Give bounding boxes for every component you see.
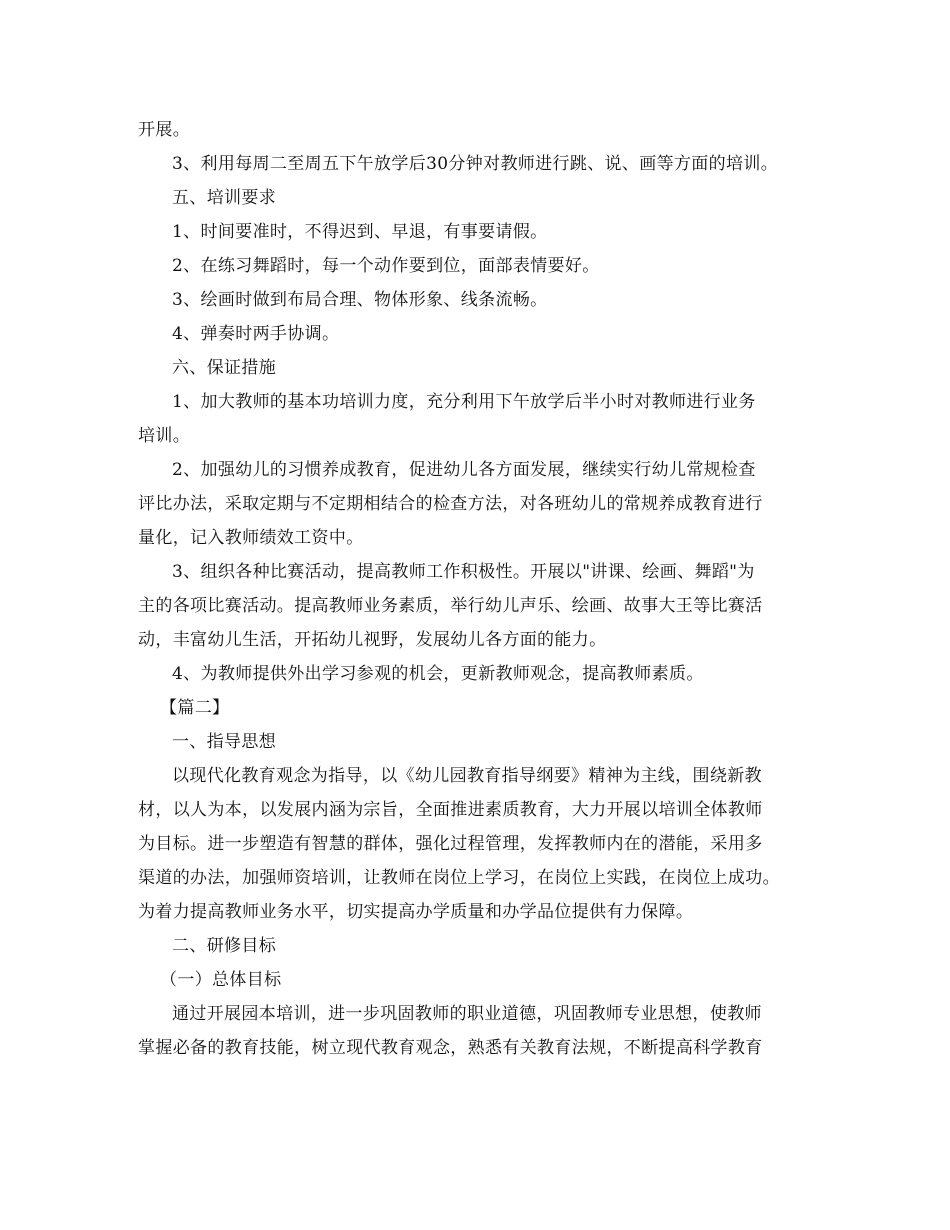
text-line: 通过开展园本培训，进一步巩固教师的职业道德，巩固教师专业思想，使教师 xyxy=(172,1004,762,1024)
text-line: 材，以人为本，以发展内涵为宗旨，全面推进素质教育，大力开展以培训全体教师 xyxy=(138,800,763,820)
text-line: 4、弹奏时两手协调。 xyxy=(172,324,340,344)
text-line: 3、组织各种比赛活动，提高教师工作积极性。开展以"讲课、绘画、舞蹈"为 xyxy=(172,562,755,582)
text-line: 量化，记入教师绩效工资中。 xyxy=(138,528,364,548)
text-line: 开展。 xyxy=(138,120,191,140)
text-line: 培训。 xyxy=(138,426,191,446)
text-line: 渠道的办法，加强师资培训，让教师在岗位上学习，在岗位上实践，在岗位上成功。 xyxy=(138,868,780,888)
text-line: 一、指导思想 xyxy=(172,732,277,752)
text-line: 3、绘画时做到布局合理、物体形象、线条流畅。 xyxy=(172,290,548,310)
text-line: 五、培训要求 xyxy=(172,188,277,208)
text-line: 六、保证措施 xyxy=(172,358,277,378)
text-line: 1、加大教师的基本功培训力度，充分利用下午放学后半小时对教师进行业务 xyxy=(172,392,756,412)
text-line: 为着力提高教师业务水平，切实提高办学质量和办学品位提供有力保障。 xyxy=(138,902,694,922)
text-line: 以现代化教育观念为指导，以《幼儿园教育指导纲要》精神为主线，围绕新教 xyxy=(172,766,762,786)
text-line: 二、研修目标 xyxy=(172,936,277,956)
text-line: 主的各项比赛活动。提高教师业务素质，举行幼儿声乐、绘画、故事大王等比赛活 xyxy=(138,596,763,616)
text-line: （一）总体目标 xyxy=(160,970,282,990)
text-line: 【篇二】 xyxy=(160,698,230,718)
text-line: 为目标。进一步塑造有智慧的群体，强化过程管理，发挥教师内在的潜能，采用多 xyxy=(138,834,763,854)
text-line: 2、在练习舞蹈时，每一个动作要到位，面部表情要好。 xyxy=(172,256,600,276)
text-line: 动，丰富幼儿生活，开拓幼儿视野，发展幼儿各方面的能力。 xyxy=(138,630,607,650)
text-line: 评比办法，采取定期与不定期相结合的检查方法，对各班幼儿的常规养成教育进行 xyxy=(138,494,763,514)
text-line: 1、时间要准时，不得迟到、早退，有事要请假。 xyxy=(172,222,548,242)
text-line: 3、利用每周二至周五下午放学后30分钟对教师进行跳、说、画等方面的培训。 xyxy=(172,154,779,174)
text-line: 4、为教师提供外出学习参观的机会，更新教师观念，提高教师素质。 xyxy=(172,664,704,684)
document-body xyxy=(138,113,828,1065)
text-line: 掌握必备的教育技能，树立现代教育观念，熟悉有关教育法规，不断提高科学教育 xyxy=(138,1038,763,1058)
text-line: 2、加强幼儿的习惯养成教育，促进幼儿各方面发展，继续实行幼儿常规检查 xyxy=(172,460,756,480)
